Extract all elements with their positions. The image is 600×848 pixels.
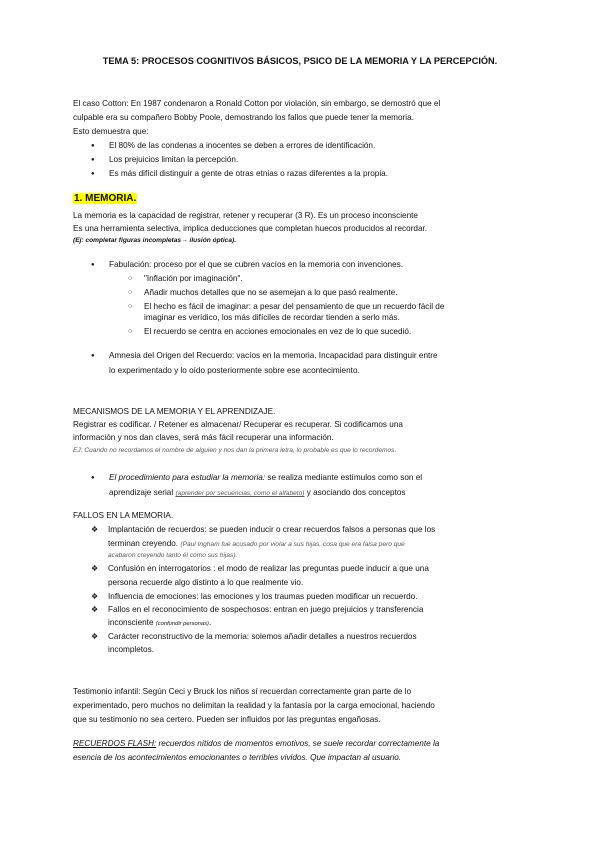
reconocimiento-end: . xyxy=(208,618,212,627)
procedimiento-text: se realiza mediante estímulos como son el xyxy=(265,473,423,482)
fallo-item-cont xyxy=(108,616,211,631)
memoria-line-2: Es una herramienta selectiva, implica deducciones que completan huecos producidos al recordar. xyxy=(73,224,428,233)
aprendizaje-serial-note: (aprender por secuencias, como el alfabeto) xyxy=(175,490,305,497)
section-heading-memoria xyxy=(73,192,137,206)
testimonio-line-3: que su testimonio no sea certero. Pueden ser influidos por las preguntas engañosas. xyxy=(73,715,381,724)
fabulacion-bullet: ● Fabulación: proceso por el que se cubren vacíos en la memoria con invenciones. xyxy=(109,258,403,272)
amnesia-line-2: lo experimentado y lo oído posteriormente sobre ese acontecimiento. xyxy=(109,366,360,375)
testimonio-line-2: experimentado, pero muchos no delimitan la realidad y la fantasía por la carga emocional, haciendo xyxy=(73,701,435,710)
cotton-line-3: Esto demuestra que: xyxy=(73,127,149,136)
fabulacion-sub-item: ○ Añadir muchos detalles que no se asemejan a lo que pasó realmente. xyxy=(144,286,398,300)
reconocimiento-cont: inconsciente xyxy=(108,618,156,627)
cotton-bullet: ● Es más difícil distinguir a gente de otras etnias o razas diferentes a la propia. xyxy=(109,167,388,181)
flash-text: recuerdos nítidos de momentos emotivos, se suele recordar correctamente la xyxy=(156,739,440,748)
flash-line-2: esencia de los acontecimientos emocionantes o terribles vividos. Que impactan al usuario. xyxy=(73,753,402,762)
mecanismos-example: EJ: Cuando no recordamos el nombre de alguien y nos dan la primera letra, lo probable es que lo recordemos. xyxy=(73,447,397,454)
fallos-heading: FALLOS EN LA MEMORIA. xyxy=(73,511,174,520)
fallo-item: ❖ Implantación de recuerdos: se pueden inducir o crear recuerdos falsos a personas que los xyxy=(108,523,435,537)
fallo-item-cont: incompletos. xyxy=(108,645,154,654)
fallo-item: ❖ Influencia de emociones: las emociones y los traumas pueden modificar un recuerdo. xyxy=(108,590,417,604)
procedimiento-end: y asociando dos conceptos xyxy=(304,488,406,497)
mecanismos-line-1: Registrar es codificar. / Retener es almacenar/ Recuperar es recuperar. Si codificamos una xyxy=(73,420,403,429)
aprendizaje-serial: aprendizaje serial xyxy=(109,488,176,497)
fabulacion-sub-item: ○ "Inflación por imaginación". xyxy=(144,272,243,286)
procedimiento-label: El procedimiento para estudiar la memoria: xyxy=(109,473,266,482)
memoria-line-1: La memoria es la capacidad de registrar, retener y recuperar (3 R). Es un proceso inconsciente xyxy=(73,211,418,220)
fallo-item-cont: persona recuerde algo distinto a lo que realmente vio. xyxy=(108,578,304,587)
flash-line-1 xyxy=(73,737,439,751)
amnesia-bullet: ● Amnesia del Origen del Recuerdo: vacíos en la memoria. Incapacidad para distinguir entre xyxy=(109,349,438,363)
reconocimiento-note: (confundir personas) xyxy=(155,621,209,627)
cotton-bullet: ● El 80% de las condenas a inocentes se deben a errores de identificación. xyxy=(109,139,375,153)
page-title: TEMA 5: PROCESOS COGNITIVOS BÁSICOS, PSICO DE LA MEMORIA Y LA PERCEPCIÓN. xyxy=(102,56,498,66)
fabulacion-sub-item: ○ El recuerdo se centra en acciones emocionales en vez de lo que sucedió. xyxy=(144,325,411,339)
fabulacion-sub-item: ○ El hecho es fácil de imaginar: a pesar del pensamiento de que un recuerdo fácil de xyxy=(144,300,444,314)
cotton-bullet: ● Los prejuicios limitan la percepción. xyxy=(109,153,238,167)
cotton-line-2: culpable era su compañero Bobby Poole, demostrando los fallos que puede tener la memoria. xyxy=(73,113,414,122)
flash-label: RECUERDOS FLASH: xyxy=(73,739,157,748)
fallo-item: ❖ Fallos en el reconocimiento de sospechosos: entran en juego prejuicios y transferencia xyxy=(108,603,423,617)
fallo-item: ❖ Confusión en interrogatorios : el modo de realizar las preguntas puede inducir a que una xyxy=(108,562,429,576)
implantacion-cont: terminan creyendo. xyxy=(108,539,181,548)
implantacion-note-2: acabaron creyendo tanto él como sus hijas). xyxy=(108,552,238,559)
fabulacion-sub-item-cont: imaginar es verídico, los más difíciles de recordar tienden a serlo más. xyxy=(144,313,400,322)
cotton-line-1: El caso Cotton: En 1987 condenaron a Ronald Cotton por violación, sin embargo, se demostró que el xyxy=(73,99,441,108)
mecanismos-line-2: información y nos dan claves, será más fácil recuperar una información. xyxy=(73,433,334,442)
testimonio-line-1: Testimonio infantil: Según Ceci y Bruck los niños sí recuerdan correctamente gran parte de lo xyxy=(73,687,412,696)
memoria-example: (Ej: completar figuras incompletas→ ilusión óptica). xyxy=(73,237,237,244)
procedimiento-bullet xyxy=(109,471,422,485)
implantacion-note: (Paul Ingham fue acusado por violar a sus hijas, cosa que era falsa pero que xyxy=(180,541,405,548)
mecanismos-heading: MECANISMOS DE LA MEMORIA Y EL APRENDIZAJE. xyxy=(73,407,276,416)
fallo-item: ❖ Carácter reconstructivo de la memoria: solemos añadir detalles a nuestros recuerdos xyxy=(108,630,417,644)
heading-highlight: 1. MEMORIA. xyxy=(74,193,137,204)
procedimiento-line-2 xyxy=(109,486,406,501)
